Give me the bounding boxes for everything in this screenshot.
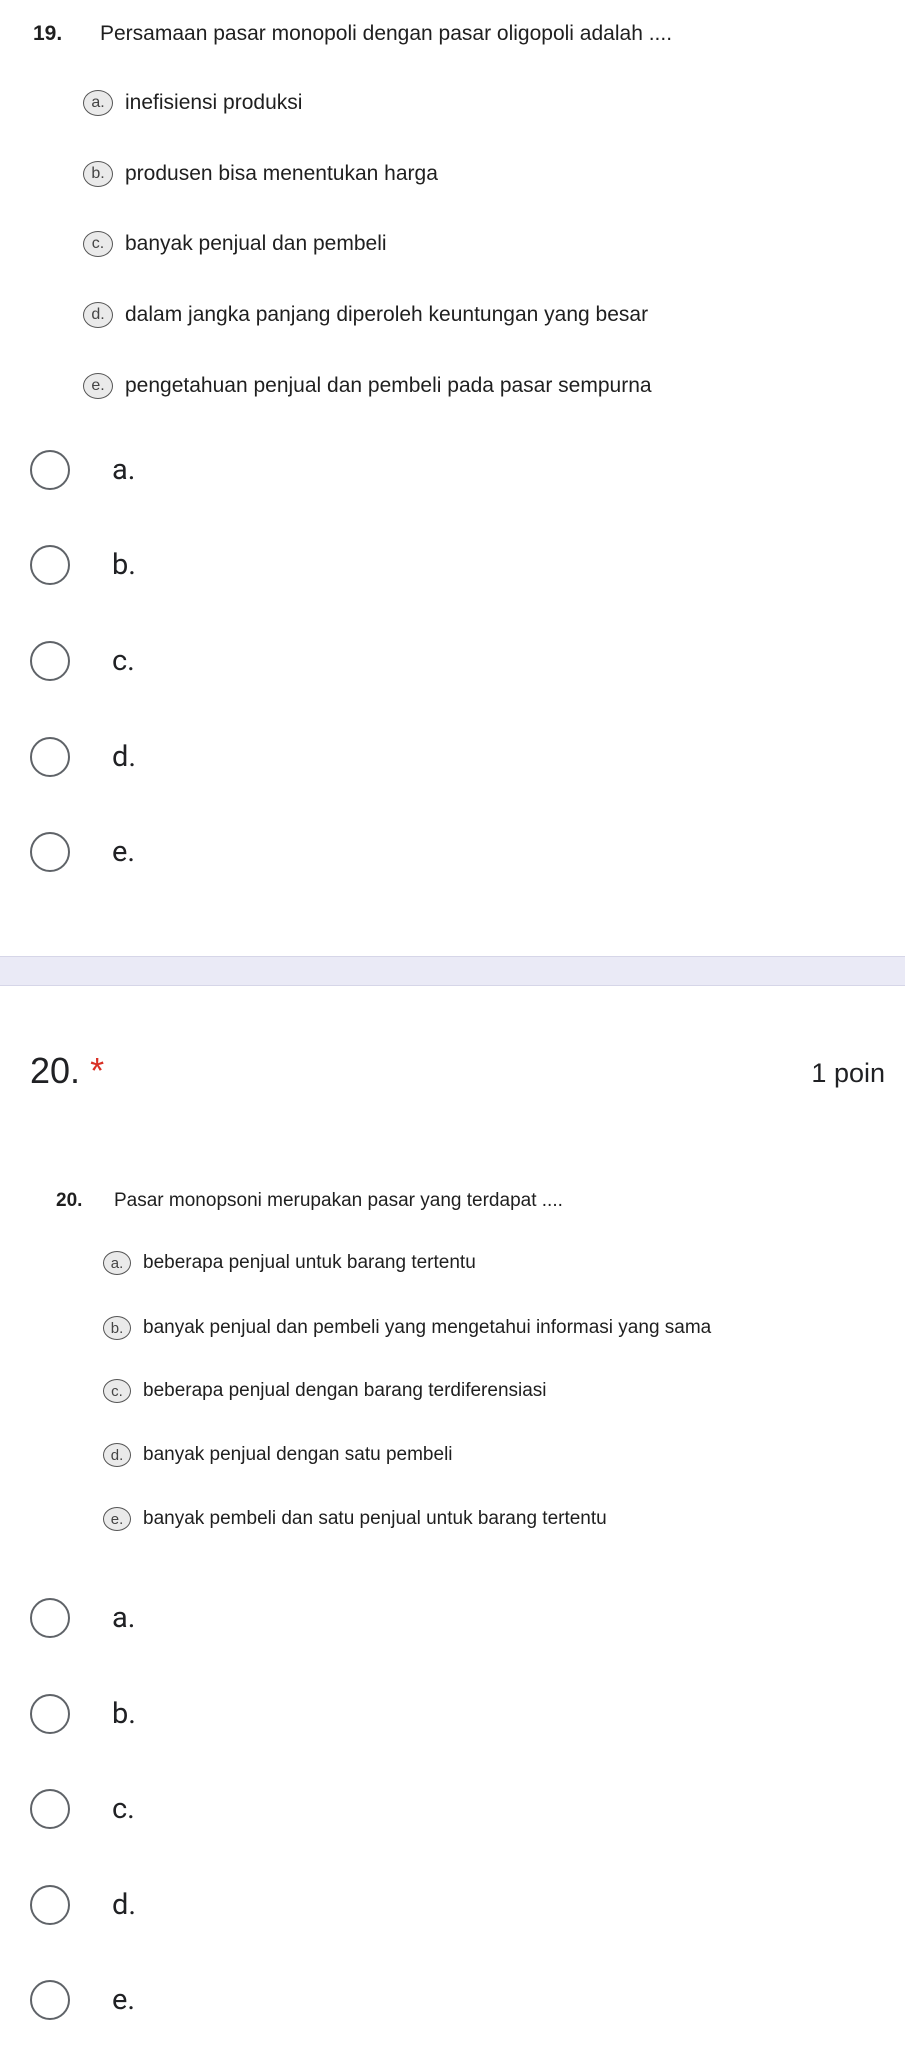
q20-option-b xyxy=(103,1316,711,1340)
q20-choice-d[interactable] xyxy=(30,1882,136,1928)
section-divider xyxy=(0,956,905,986)
radio-button[interactable] xyxy=(30,832,70,872)
radio-button[interactable] xyxy=(30,1885,70,1925)
required-asterisk: * xyxy=(90,1050,105,1091)
option-text: banyak penjual dan pembeli xyxy=(125,232,387,255)
q20-choice-a[interactable] xyxy=(30,1595,135,1641)
q19-number: 19. xyxy=(33,22,63,45)
radio-button[interactable] xyxy=(30,1694,70,1734)
option-text: beberapa penjual dengan barang terdiferensiasi xyxy=(143,1380,547,1401)
radio-button[interactable] xyxy=(30,450,70,490)
q20-title xyxy=(30,1050,104,1092)
q20-option-e xyxy=(103,1507,607,1531)
option-badge: b. xyxy=(83,161,113,187)
option-text: banyak penjual dan pembeli yang mengetahui informasi yang sama xyxy=(143,1317,712,1338)
q20-option-d xyxy=(103,1443,453,1467)
choice-label: c. xyxy=(112,1792,135,1826)
choice-label: e. xyxy=(112,1983,136,2017)
q19-choice-e[interactable] xyxy=(30,829,135,875)
choice-label: e. xyxy=(112,835,136,869)
choice-label: d. xyxy=(112,1888,137,1922)
option-text: pengetahuan penjual dan pembeli pada pasar sempurna xyxy=(125,374,652,397)
q20-choice-e[interactable] xyxy=(30,1977,135,2023)
q19-choice-b[interactable] xyxy=(30,542,136,588)
option-badge: d. xyxy=(83,302,113,328)
choice-label: a. xyxy=(112,453,136,487)
q19-choice-d[interactable] xyxy=(30,734,136,780)
q20-option-c xyxy=(103,1379,547,1403)
option-badge: c. xyxy=(83,231,113,257)
option-badge: e. xyxy=(103,1507,131,1531)
choice-label: d. xyxy=(112,740,137,774)
q19-option-e xyxy=(83,373,652,399)
option-text: dalam jangka panjang diperoleh keuntungan yang besar xyxy=(125,303,649,326)
q20-option-a xyxy=(103,1251,476,1275)
choice-label: b. xyxy=(112,548,136,582)
q20-choice-c[interactable] xyxy=(30,1786,135,1832)
q19-choice-c[interactable] xyxy=(30,638,135,684)
q20-choice-b[interactable] xyxy=(30,1691,136,1737)
option-badge: a. xyxy=(83,90,113,116)
q20-points: 1 poin xyxy=(811,1058,885,1088)
q19-text: Persamaan pasar monopoli dengan pasar oligopoli adalah .... xyxy=(100,22,673,45)
radio-button[interactable] xyxy=(30,1980,70,2020)
option-text: produsen bisa menentukan harga xyxy=(125,162,438,185)
radio-button[interactable] xyxy=(30,1598,70,1638)
option-badge: d. xyxy=(103,1443,131,1467)
choice-label: c. xyxy=(112,644,135,678)
q19-choice-a[interactable] xyxy=(30,447,135,493)
option-text: banyak pembeli dan satu penjual untuk barang tertentu xyxy=(143,1508,607,1529)
q19-option-a xyxy=(83,90,302,116)
q19-option-b xyxy=(83,161,438,187)
option-badge: a. xyxy=(103,1251,131,1275)
q19-option-c xyxy=(83,231,387,257)
q20-text: Pasar monopsoni merupakan pasar yang terdapat .... xyxy=(114,1190,563,1211)
option-text: inefisiensi produksi xyxy=(125,91,303,114)
option-text: banyak penjual dengan satu pembeli xyxy=(143,1444,453,1465)
option-badge: b. xyxy=(103,1316,131,1340)
option-badge: e. xyxy=(83,373,113,399)
option-badge: c. xyxy=(103,1379,131,1403)
q20-number: 20. xyxy=(56,1190,83,1211)
option-text: beberapa penjual untuk barang tertentu xyxy=(143,1252,476,1273)
radio-button[interactable] xyxy=(30,641,70,681)
q19-option-d xyxy=(83,302,648,328)
question-number: 20. xyxy=(30,1050,81,1091)
choice-label: b. xyxy=(112,1697,136,1731)
radio-button[interactable] xyxy=(30,1789,70,1829)
radio-button[interactable] xyxy=(30,737,70,777)
choice-label: a. xyxy=(112,1601,136,1635)
radio-button[interactable] xyxy=(30,545,70,585)
